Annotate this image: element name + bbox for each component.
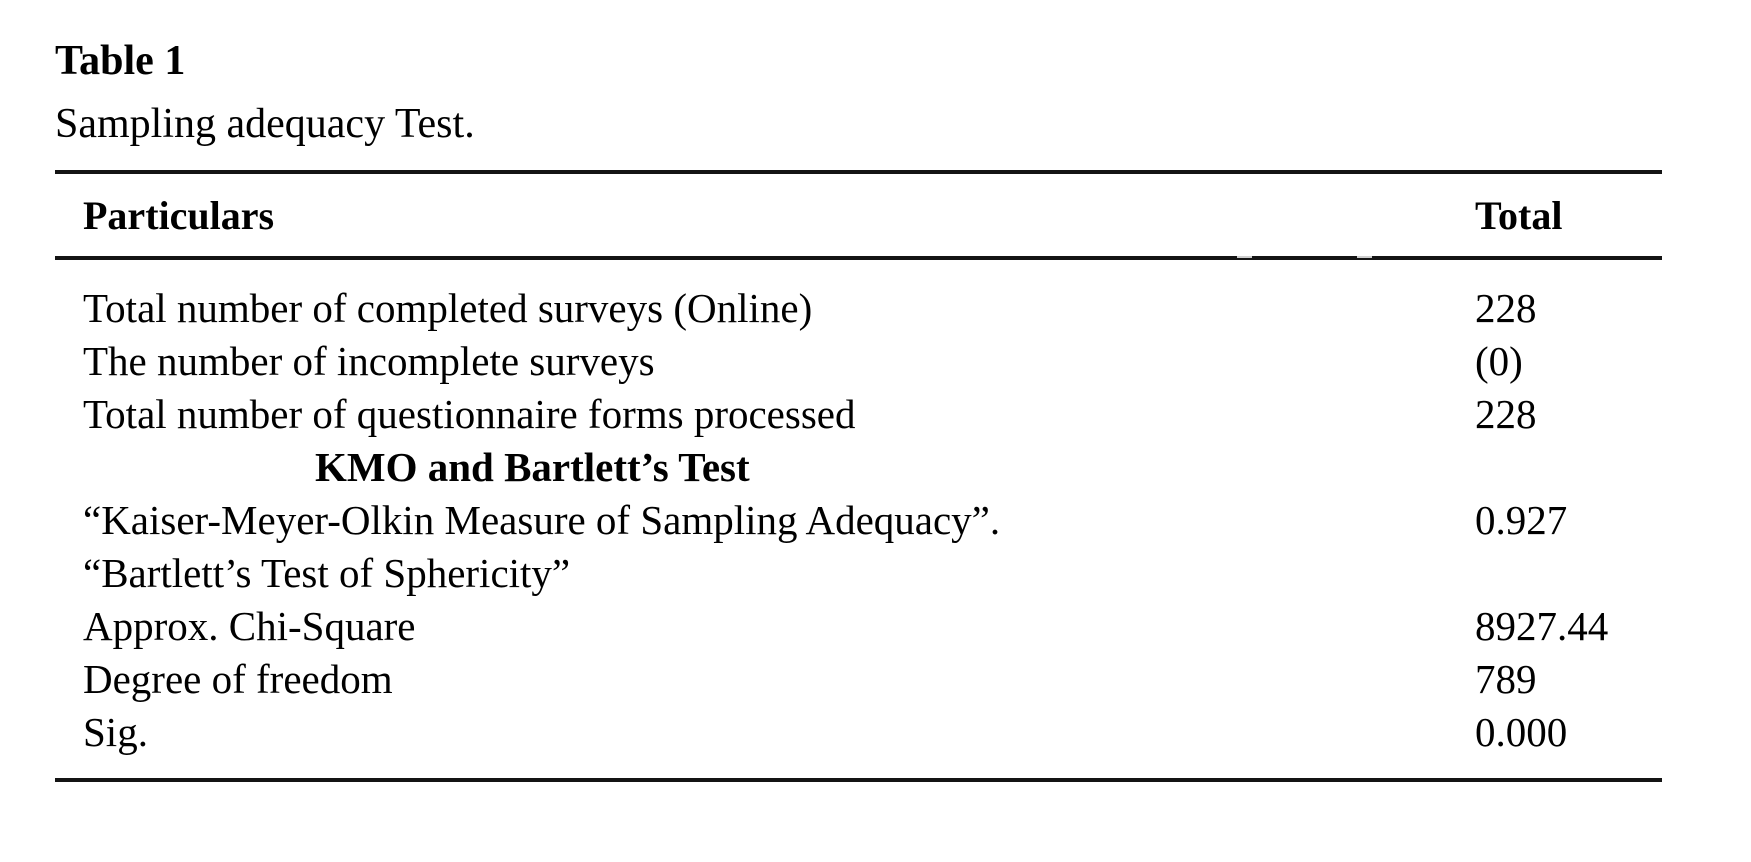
table-row	[55, 282, 1662, 335]
row-label: Total number of completed surveys (Online)	[83, 285, 813, 331]
row-label: Degree of freedom	[83, 656, 393, 702]
row-value: 789	[1475, 656, 1537, 702]
table-body	[55, 260, 1662, 778]
row-label: Sig.	[83, 709, 148, 755]
row-value: 228	[1475, 391, 1537, 437]
table-header-row	[55, 174, 1662, 256]
table-row	[55, 653, 1662, 706]
table-row	[55, 547, 1662, 600]
column-header-particulars: Particulars	[83, 192, 275, 238]
row-label: Total number of questionnaire forms processed	[83, 391, 856, 437]
table-title: Table 1	[55, 38, 186, 84]
table-row	[55, 388, 1662, 441]
row-value	[1475, 441, 1662, 494]
table-row	[55, 335, 1662, 388]
table-row	[55, 441, 1662, 494]
column-header-total: Total	[1475, 192, 1563, 238]
row-value: (0)	[1475, 338, 1523, 384]
table-caption: Sampling adequacy Test.	[55, 101, 475, 147]
row-value: 0.927	[1475, 497, 1568, 543]
row-label: Approx. Chi-Square	[83, 603, 416, 649]
row-label: The number of incomplete surveys	[83, 338, 655, 384]
table-top-rule	[55, 170, 1662, 174]
table-row	[55, 494, 1662, 547]
table-bottom-rule	[55, 778, 1662, 782]
table-header-rule	[55, 256, 1662, 260]
row-value	[1475, 547, 1662, 600]
header-rule-gap	[1237, 256, 1252, 258]
table-row	[55, 600, 1662, 653]
table-1	[55, 0, 1662, 782]
row-label: KMO and Bartlett’s Test	[315, 444, 750, 490]
row-label: “Kaiser-Meyer-Olkin Measure of Sampling Adequacy”.	[83, 497, 1001, 543]
row-value: 0.000	[1475, 709, 1568, 755]
row-label: “Bartlett’s Test of Sphericity”	[83, 550, 571, 596]
table-row	[55, 706, 1662, 759]
header-rule-gap	[1357, 256, 1372, 258]
row-value: 228	[1475, 285, 1537, 331]
row-value: 8927.44	[1475, 603, 1609, 649]
